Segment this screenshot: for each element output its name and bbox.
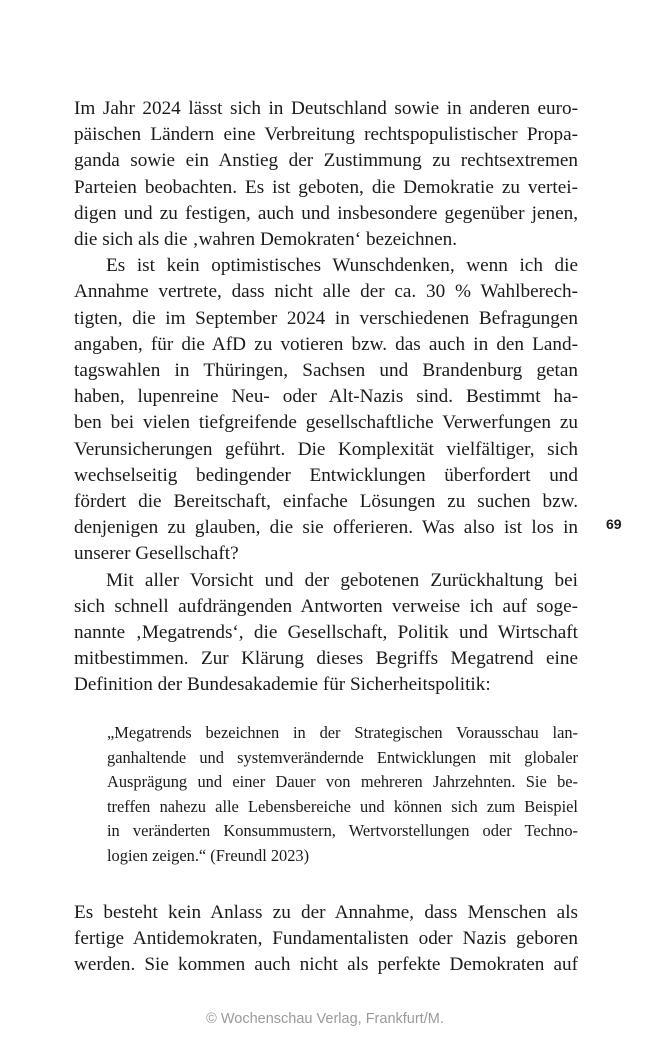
quote-line: Ausprägung und einer Dauer von mehreren Jahrzehnten. Sie be-	[107, 772, 578, 792]
text-line: digen und zu festigen, auch und insbesondere gegenüber jenen,	[74, 202, 578, 224]
copyright-footer: © Wochenschau Verlag, Frankfurt/M.	[206, 1011, 444, 1027]
text-line: Im Jahr 2024 lässt sich in Deutschland sowie in anderen euro-	[74, 98, 578, 119]
page-number: 69	[606, 516, 622, 532]
text-line: unserer Gesellschaft?	[74, 543, 239, 565]
text-line: ganda sowie ein Anstieg der Zustimmung zu rechtsextremen	[74, 150, 578, 172]
text-line: nannte ‚Megatrends‘, die Gesellschaft, Politik und Wirtschaft	[74, 622, 578, 644]
text-line: Es besteht kein Anlass zu der Annahme, dass Menschen als	[74, 902, 578, 923]
text-line: ben bei vielen tiefgreifende gesellschaftliche Verwerfungen zu	[74, 412, 578, 434]
text-line: angaben, für die AfD zu votieren bzw. das auch in den Land-	[74, 333, 578, 355]
text-line: Annahme vertrete, dass nicht alle der ca. 30 % Wahlberech-	[74, 281, 578, 303]
text-line: denjenigen zu glauben, die sie offerieren. Was also ist los in	[74, 517, 578, 539]
text-line: fördert die Bereitschaft, einfache Lösungen zu suchen bzw.	[74, 491, 578, 513]
quote-line: „Megatrends bezeichnen in der Strategischen Vorausschau lan-	[107, 723, 578, 742]
text-line: fertige Antidemokraten, Fundamentalisten oder Nazis geboren	[74, 928, 578, 950]
quote-line: treffen nahezu alle Lebensbereiche und können sich zum Beispiel	[107, 796, 578, 816]
text-line: werden. Sie kommen auch nicht als perfekte Demokraten auf	[74, 954, 578, 976]
text-line: tigten, die im September 2024 in verschiedenen Befragungen	[74, 307, 578, 329]
text-line: sich schnell aufdrängenden Antworten verweise ich auf soge-	[74, 595, 578, 617]
text-line: mitbestimmen. Zur Klärung dieses Begriffs Megatrend eine	[74, 648, 578, 670]
text-line: tagswahlen in Thüringen, Sachsen und Brandenburg getan	[74, 360, 578, 382]
text-line: Es ist kein optimistisches Wunschdenken, wenn ich die	[106, 255, 578, 277]
text-line: Definition der Bundesakademie für Sicherheitspolitik:	[74, 674, 491, 696]
quote-line: logien zeigen.“ (Freundl 2023)	[107, 845, 310, 865]
text-line: Parteien beobachten. Es ist geboten, die Demokratie zu vertei-	[74, 176, 578, 198]
text-line: haben, lupenreine Neu- oder Alt-Nazis sind. Bestimmt ha-	[74, 386, 578, 408]
closing-text	[74, 900, 578, 979]
quote-line: ganhaltende und systemverändernde Entwicklungen mit globaler	[107, 747, 578, 767]
text-line: päischen Ländern eine Verbreitung rechtspopulistischer Propa-	[74, 124, 578, 146]
main-text	[74, 96, 578, 699]
text-line: die sich als die ‚wahren Demokraten‘ bezeichnen.	[74, 229, 458, 251]
quote-line: in veränderten Konsummustern, Wertvorstellungen oder Techno-	[107, 821, 578, 841]
text-line: wechselseitig bedingender Entwicklungen überfordert und	[74, 464, 578, 486]
text-line: Mit aller Vorsicht und der gebotenen Zurückhaltung bei	[106, 569, 578, 591]
block-quote	[107, 721, 578, 869]
text-line: Verunsicherungen geführt. Die Komplexität vielfältiger, sich	[74, 438, 578, 460]
